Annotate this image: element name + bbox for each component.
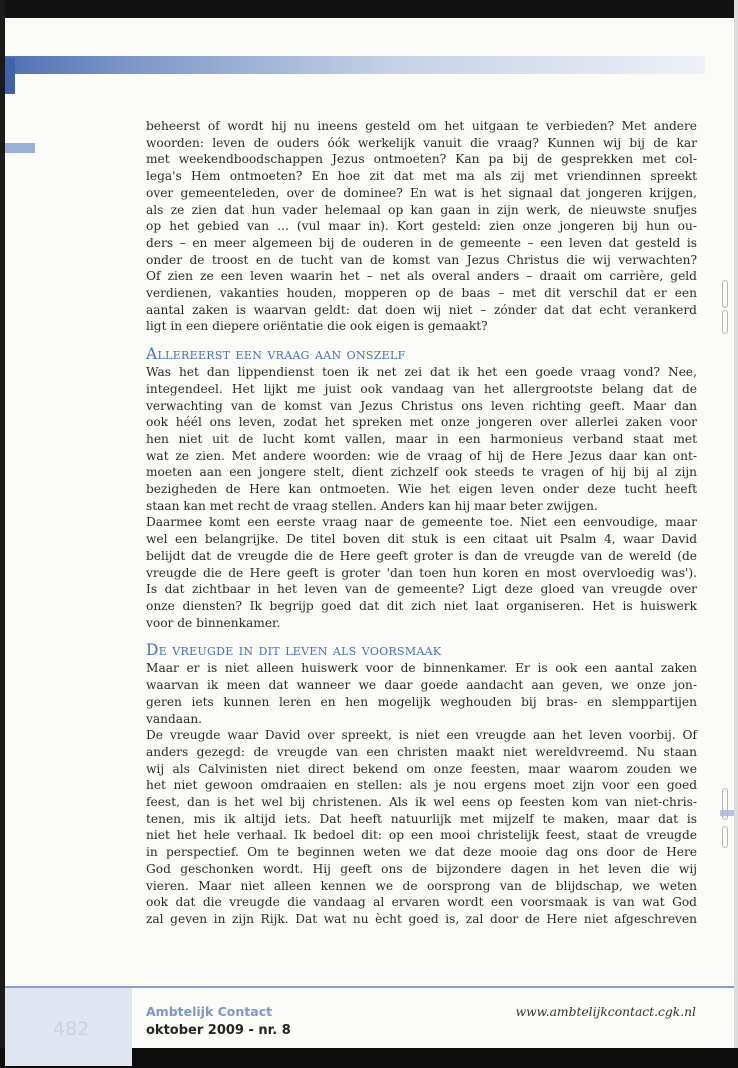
binder-clip-mark — [722, 788, 728, 820]
text-line: Maar er is niet alleen huiswerk voor de binnenkamer. Er is ook een aantal zaken — [146, 661, 697, 676]
text-line: De vreugde waar David over spreekt, is niet een vreugde aan het leven voorbij. Of — [146, 728, 697, 743]
binder-clip-mark — [722, 826, 728, 848]
text-line: met weekendboodschappen Jezus ontmoeten? Kan pa bij de gesprekken met col- — [146, 152, 697, 167]
text-line: ligt in een diepere oriëntatie die ook eigen is gemaakt? — [146, 319, 488, 334]
page-number: 482 — [53, 1018, 90, 1040]
section1-paragraph-2 — [146, 514, 697, 631]
magazine-name: Ambtelijk Contact — [146, 1004, 273, 1019]
text-line: ook dat die vreugde die vandaag al ervaren wordt een voorsmaak is van wat God — [146, 895, 697, 910]
text-line: feest, dan is het wel bij christenen. Als ik wel eens op feesten kom van niet-chris- — [146, 795, 697, 810]
section-heading: Allereerst een vraag aan onszelf — [146, 345, 406, 364]
text-line: als ze zien dat hun vader helemaal op kan gaan in zijn werk, de nieuwste snufjes — [146, 202, 697, 217]
text-line: Of zien ze een leven waarin het – net als overal anders – draait om carrière, geld — [146, 269, 697, 284]
text-line: ders – en meer algemeen bij de ouderen in de gemeente – een leven dat gesteld is — [146, 235, 697, 250]
text-line: anders gezegd: de vreugde van een christen maakt niet wereldvreemd. Nu staan — [146, 744, 697, 759]
section1-paragraph-1 — [146, 364, 697, 514]
text-line: wat ze zien. Met andere woorden: wie de vraag of hij de Here Jezus daar kan ont- — [146, 448, 697, 463]
text-line: waarvan ik meen dat wanneer we daar goede aandacht aan geven, we onze jon- — [146, 678, 697, 693]
text-line: vreugde die de Here geeft is groter 'dan toen hun koren en most overvloedig was'). — [146, 565, 697, 580]
text-line: Is dat zichtbaar in het leven van de gemeente? Ligt deze gloed van vreugde over — [146, 582, 697, 597]
binder-clip-mark — [722, 280, 728, 308]
text-line: verwachting van de komst van Jezus Christus ons leven richting geeft. Maar dan — [146, 398, 697, 413]
text-line: wel een belangrijke. De titel boven dit stuk is een citaat uit Psalm 4, waar David — [146, 532, 697, 547]
text-line: geren iets kunnen leren en hen mogelijk weghouden bij bras- en slemppartijen — [146, 694, 697, 709]
text-line: integendeel. Het lijkt me juist ook vandaag van het allergrootste belang dat de — [146, 381, 697, 396]
text-line: woorden: leven de ouders óók werkelijk vanuit die vraag? Kunnen wij bij de kar — [146, 135, 697, 150]
text-line: staan kan met recht de vraag stellen. Anders kan hij maar beter zwijgen. — [146, 498, 598, 513]
header-color-band — [5, 56, 705, 74]
text-line: onze diensten? Ik begrijp goed dat dit zich niet laat organiseren. Het is huiswerk — [146, 598, 697, 613]
text-line: moeten aan een jongere stelt, dient zichzelf ook steeds te vragen of hij bij al zijn — [146, 465, 697, 480]
left-edge-tab — [5, 58, 15, 94]
left-margin-marker — [5, 143, 35, 153]
text-line: Daarmee komt een eerste vraag naar de gemeente toe. Niet een eenvoudige, maar — [146, 515, 697, 530]
website-url: www.ambtelijkcontact.cgk.nl — [515, 1005, 696, 1019]
text-line: in perspectief. Om te beginnen weten we dat deze mooie dag ons door de Here — [146, 845, 697, 860]
section2-paragraph-1 — [146, 660, 697, 727]
text-line: tenen, mis ik altijd iets. Dat heeft natuurlijk met mijzelf te maken, maar dat is — [146, 811, 697, 826]
text-line: het niet gewoon omdraaien en stellen: als je nou ergens moet zijn voor een goed — [146, 778, 697, 793]
text-line: verdienen, vakanties houden, mopperen op de baas – met dit verschil dat er een — [146, 286, 697, 301]
text-line: hen niet uit de lucht komt vallen, maar in een harmonieus verband staat met — [146, 431, 697, 446]
article-body — [146, 118, 697, 928]
text-line: aantal zaken is waarvan geldt: dat doen wij niet – zónder dat dat echt verankerd — [146, 302, 697, 317]
intro-paragraph — [146, 118, 697, 335]
text-line: belijdt dat de vreugde die de Here geeft groter is dan de vreugde van de wereld (de — [146, 548, 697, 563]
text-line: bezigheden de Here kan ontmoeten. Wie het eigen leven onder deze tucht heeft — [146, 482, 697, 497]
text-line: Was het dan lippendienst toen ik net zei dat ik het een goede vraag vond? Nee, — [146, 365, 697, 380]
magazine-page — [5, 18, 734, 1048]
text-line: ook héél ons leven, zodat het spreken met onze jongeren over allerlei zaken voor — [146, 415, 697, 430]
text-line: vandaan. — [146, 711, 203, 726]
text-line: zal geven in zijn Rijk. Dat wat nu ècht goed is, zal door de Here niet afgeschreven — [146, 911, 697, 926]
text-line: over gemeenteleden, over de dominee? En wat is het signaal dat jongeren krijgen, — [146, 185, 697, 200]
scan-top-border — [0, 0, 738, 18]
scan-right-border — [734, 0, 738, 1068]
section2-paragraph-2 — [146, 727, 697, 927]
text-line: niet het hele verhaal. Ik bedoel dit: op een mooi christelijk feest, staat de vreugde — [146, 828, 697, 843]
text-line: wij als Calvinisten niet direct bekend om onze feesten, maar waarom zouden we — [146, 761, 697, 776]
text-line: onder de troost en de tucht van de komst van Jezus Christus die wij verwachten? — [146, 252, 697, 267]
binder-clip-mark — [722, 310, 728, 334]
text-line: beheerst of wordt hij nu ineens gesteld om het uitgaan te verbieden? Met andere — [146, 119, 697, 133]
text-line: lega's Hem ontmoeten? En hoe zit dat met ma als zij met vriendinnen spreekt — [146, 169, 697, 184]
section-heading: De vreugde in dit leven als voorsmaak — [146, 641, 442, 660]
text-line: God geschonken wordt. Hij geeft ons de bijzondere dagen in het leven die wij — [146, 861, 697, 876]
issue-label: oktober 2009 - nr. 8 — [146, 1023, 291, 1038]
text-line: vieren. Maar niet alleen kennen we de oorsprong van de blijdschap, we weten — [146, 878, 697, 893]
text-line: voor de binnenkamer. — [146, 615, 281, 630]
text-line: op het gebied van ... (vul maar in). Kort gesteld: zien onze jongeren bij hun ou- — [146, 219, 697, 234]
